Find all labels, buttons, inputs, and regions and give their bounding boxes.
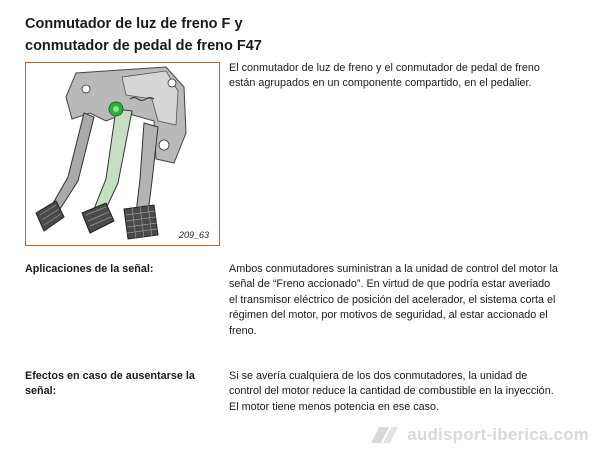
brake-pad (82, 203, 114, 233)
figure-code: 209_63 (178, 230, 209, 240)
audisport-logo (365, 425, 399, 445)
pedal-assembly-illustration (26, 63, 219, 245)
signal-failure-text: Si se avería cualquiera de los dos conmutadores, la unidad de control del motor reduce la cantidad de combustible en la inyección. El motor tiene menos potencia en ese caso. (229, 370, 554, 413)
page-title (25, 13, 345, 57)
intro-paragraph: El conmutador de luz de freno y el conmutador de pedal de freno están agrupados en un componente compartido, en el pedalier. (229, 62, 540, 90)
accelerator-pedal-arm (136, 123, 158, 213)
pedal-figure (25, 62, 220, 246)
clutch-pedal-arm (52, 113, 94, 209)
title-line-2: conmutador de pedal de freno F47 (25, 38, 262, 54)
brake-pedal-arm (94, 109, 132, 213)
watermark (365, 422, 589, 448)
signal-failure-label: Efectos en caso de ausentarse la señal: (25, 370, 195, 398)
accelerator-pad (124, 205, 158, 239)
watermark-text: audisport-iberica.com (407, 425, 589, 444)
title-line-1: Conmutador de luz de freno F y (25, 16, 243, 32)
signal-use-text: Ambos conmutadores suministran a la unidad de control del motor la señal de “Freno accionado”. En virtud de que podría estar averiado el transmisor eléctrico de posición del acelerador, el sistema corta el régimen del motor, por motivos de seguridad, al estar accionado el freno. (229, 263, 558, 337)
signal-use-label: Aplicaciones de la señal: (25, 263, 154, 275)
